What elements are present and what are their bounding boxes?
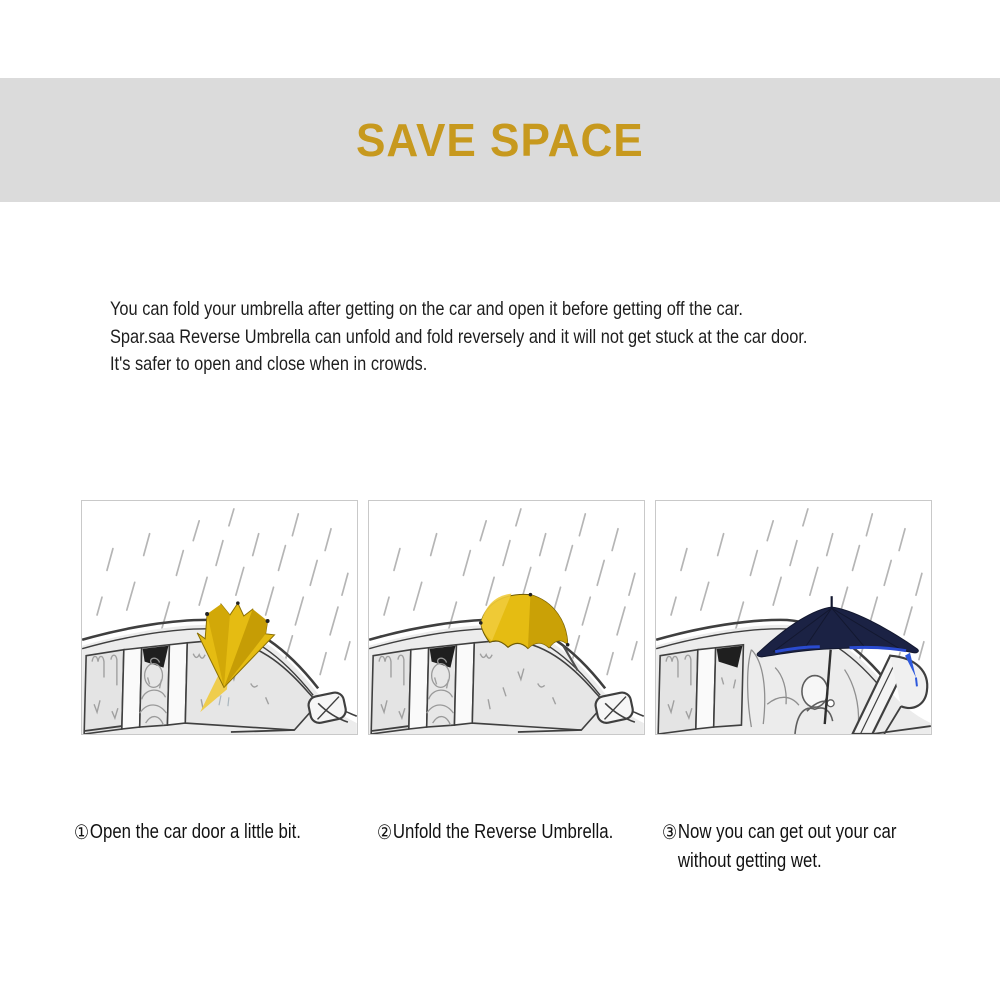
save-space-banner [0, 78, 1000, 202]
step-1-illustration-panel [81, 500, 358, 735]
step-3-illustration-panel [655, 500, 932, 735]
description-line-3: It's safer to open and close when in crowds. [110, 353, 428, 375]
step-3-caption-line-1: Now you can get out your car [677, 821, 897, 843]
step-1-caption-text: Open the car door a little bit. [89, 821, 301, 843]
step-3-number: ③ [662, 820, 678, 844]
step-3-caption [662, 818, 896, 876]
step-2-caption-text: Unfold the Reverse Umbrella. [392, 821, 614, 843]
description-line-2: Spar.saa Reverse Umbrella can unfold and fold reversely and it will not get stuck at the car door. [110, 325, 808, 348]
car-rain-folded-umbrella-drawing [82, 501, 357, 734]
product-description [110, 296, 970, 379]
step-2-number: ② [377, 820, 393, 844]
step-3-caption-line-2: without getting wet. [677, 850, 822, 872]
person-exiting-under-navy-umbrella-drawing [656, 501, 931, 734]
step-2-illustration-panel [368, 500, 645, 735]
description-line-1: You can fold your umbrella after getting on the car and open it before getting off the car. [110, 298, 743, 320]
step-3-caption-text [678, 818, 897, 876]
step-1-caption [74, 818, 301, 847]
step-1-number: ① [74, 820, 90, 844]
car-rain-unfolding-umbrella-drawing [369, 501, 644, 734]
banner-title: SAVE SPACE [356, 114, 644, 166]
step-2-caption [377, 818, 613, 847]
